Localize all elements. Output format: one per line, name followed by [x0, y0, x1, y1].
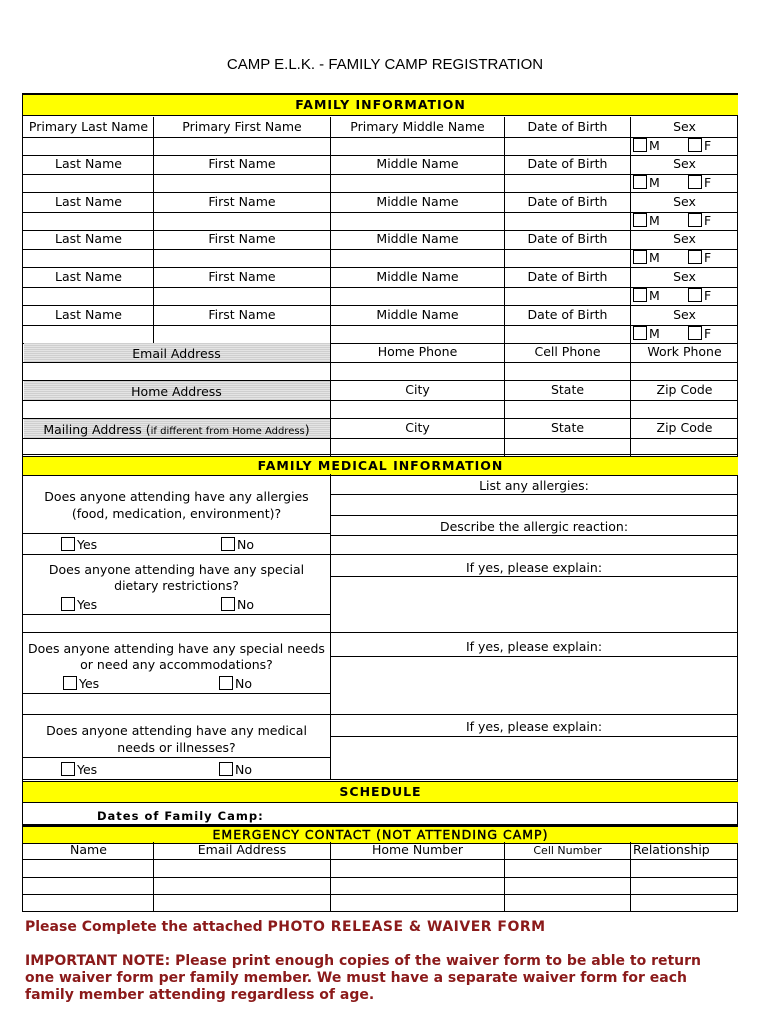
member-5-sex-m-checkbox[interactable]: M — [633, 288, 660, 303]
important-note-line2: one waiver form per family member. We must have a separate waiver form for each — [25, 970, 687, 986]
q3-yes-checkbox[interactable]: Yes — [63, 676, 99, 691]
q1-yes-checkbox[interactable]: Yes — [61, 537, 97, 552]
member-3-col-label-3: Date of Birth — [527, 194, 608, 209]
home-label-0: Home Address — [131, 384, 222, 399]
medical-header: FAMILY MEDICAL INFORMATION — [23, 456, 738, 476]
primary-sex-m-checkbox[interactable]: M — [633, 138, 660, 153]
member-3-col-label-4: Sex — [673, 194, 696, 209]
member-6-input-row[interactable] — [24, 326, 629, 343]
primary-col-label-2: Primary Middle Name — [350, 119, 485, 134]
member-4-sex-m-checkbox[interactable]: M — [633, 250, 660, 265]
q3-no-checkbox[interactable]: No — [219, 676, 252, 691]
q1-no-checkbox[interactable]: No — [221, 537, 254, 552]
emergency-col-1: Email Address — [197, 842, 287, 857]
member-4-col-label-3: Date of Birth — [527, 231, 608, 246]
member-6-col-label-0: Last Name — [55, 307, 122, 322]
emergency-col-4: Relationship — [633, 842, 710, 857]
member-3-input-row[interactable] — [24, 213, 629, 230]
page-title: CAMP E.L.K. - FAMILY CAMP REGISTRATION — [226, 56, 544, 73]
member-5-col-label-2: Middle Name — [376, 269, 459, 284]
q2-explain-label: If yes, please explain: — [465, 560, 603, 575]
mailing-address-label: Mailing Address (if different from Home Address) — [43, 422, 310, 437]
primary-col-label-1: Primary First Name — [182, 119, 302, 134]
member-5-col-label-4: Sex — [673, 269, 696, 284]
q4-line2: needs or illnesses? — [117, 740, 236, 755]
q2-line2: dietary restrictions? — [114, 578, 239, 593]
member-3-col-label-2: Middle Name — [376, 194, 459, 209]
primary-input-row[interactable] — [24, 138, 629, 155]
member-6-col-label-1: First Name — [208, 307, 276, 322]
primary-col-label-3: Date of Birth — [527, 119, 608, 134]
emergency-col-3: Cell Number — [533, 844, 602, 857]
primary-sex-f-checkbox[interactable]: F — [688, 138, 711, 153]
member-2-sex-m-checkbox[interactable]: M — [633, 175, 660, 190]
contact-label-3: Work Phone — [647, 344, 722, 359]
q4-explain-label: If yes, please explain: — [465, 719, 603, 734]
member-4-col-label-4: Sex — [673, 231, 696, 246]
q3-explain-label: If yes, please explain: — [465, 639, 603, 654]
contact-label-0: Email Address — [132, 346, 221, 361]
member-5-col-label-3: Date of Birth — [527, 269, 608, 284]
member-3-col-label-0: Last Name — [55, 194, 122, 209]
member-2-col-label-4: Sex — [673, 156, 696, 171]
dates-of-camp-label: Dates of Family Camp: — [97, 809, 264, 823]
q4-no-checkbox[interactable]: No — [219, 762, 252, 777]
member-3-sex-m-checkbox[interactable]: M — [633, 213, 660, 228]
mailing-label-1: City — [405, 420, 430, 435]
contact-label-2: Cell Phone — [534, 344, 601, 359]
q4-yes-checkbox[interactable]: Yes — [61, 762, 97, 777]
member-5-col-label-1: First Name — [208, 269, 276, 284]
emergency-header: EMERGENCY CONTACT (NOT ATTENDING CAMP) — [23, 826, 738, 844]
home-label-1: City — [405, 382, 430, 397]
primary-col-label-4: Sex — [673, 119, 696, 134]
member-4-col-label-0: Last Name — [55, 231, 122, 246]
emergency-col-2: Home Number — [371, 842, 464, 857]
q1-line1: Does anyone attending have any allergies — [44, 489, 309, 504]
member-3-sex-f-checkbox[interactable]: F — [688, 213, 711, 228]
member-6-sex-f-checkbox[interactable]: F — [688, 326, 711, 341]
q3-line2: or need any accommodations? — [80, 657, 273, 672]
q2-yes-checkbox[interactable]: Yes — [61, 597, 97, 612]
member-4-col-label-2: Middle Name — [376, 231, 459, 246]
member-6-col-label-4: Sex — [673, 307, 696, 322]
member-6-col-label-3: Date of Birth — [527, 307, 608, 322]
member-3-col-label-1: First Name — [208, 194, 276, 209]
member-5-input-row[interactable] — [24, 288, 629, 305]
member-2-col-label-3: Date of Birth — [527, 156, 608, 171]
describe-reaction-label: Describe the allergic reaction: — [439, 519, 629, 534]
member-6-sex-m-checkbox[interactable]: M — [633, 326, 660, 341]
q4-line1: Does anyone attending have any medical — [46, 723, 307, 738]
q2-line1: Does anyone attending have any special — [48, 562, 305, 577]
mailing-label-3: Zip Code — [656, 420, 713, 435]
member-2-sex-f-checkbox[interactable]: F — [688, 175, 711, 190]
member-2-col-label-0: Last Name — [55, 156, 122, 171]
member-2-col-label-2: Middle Name — [376, 156, 459, 171]
complete-waiver-note: Please Complete the attached PHOTO RELEASE & WAIVER FORM — [25, 919, 546, 935]
q3-line1: Does anyone attending have any special needs — [28, 641, 325, 656]
member-2-input-row[interactable] — [24, 175, 629, 192]
important-note-line3: family member attending regardless of age. — [25, 987, 375, 1003]
member-4-input-row[interactable] — [24, 250, 629, 267]
important-note-line1: IMPORTANT NOTE: Please print enough copies of the waiver form to be able to return — [25, 953, 701, 969]
q2-no-checkbox[interactable]: No — [221, 597, 254, 612]
member-4-col-label-1: First Name — [208, 231, 276, 246]
primary-col-label-0: Primary Last Name — [28, 119, 149, 134]
member-4-sex-f-checkbox[interactable]: F — [688, 250, 711, 265]
home-label-2: State — [550, 382, 585, 397]
q1-line2: (food, medication, environment)? — [71, 506, 282, 521]
schedule-header: SCHEDULE — [23, 781, 738, 803]
member-5-sex-f-checkbox[interactable]: F — [688, 288, 711, 303]
contact-label-1: Home Phone — [377, 344, 458, 359]
member-6-col-label-2: Middle Name — [376, 307, 459, 322]
family-information-header: FAMILY INFORMATION — [23, 94, 738, 116]
list-allergies-label: List any allergies: — [479, 478, 589, 493]
member-5-col-label-0: Last Name — [55, 269, 122, 284]
member-2-col-label-1: First Name — [208, 156, 276, 171]
mailing-label-2: State — [550, 420, 585, 435]
home-label-3: Zip Code — [656, 382, 713, 397]
emergency-col-0: Name — [70, 842, 107, 857]
